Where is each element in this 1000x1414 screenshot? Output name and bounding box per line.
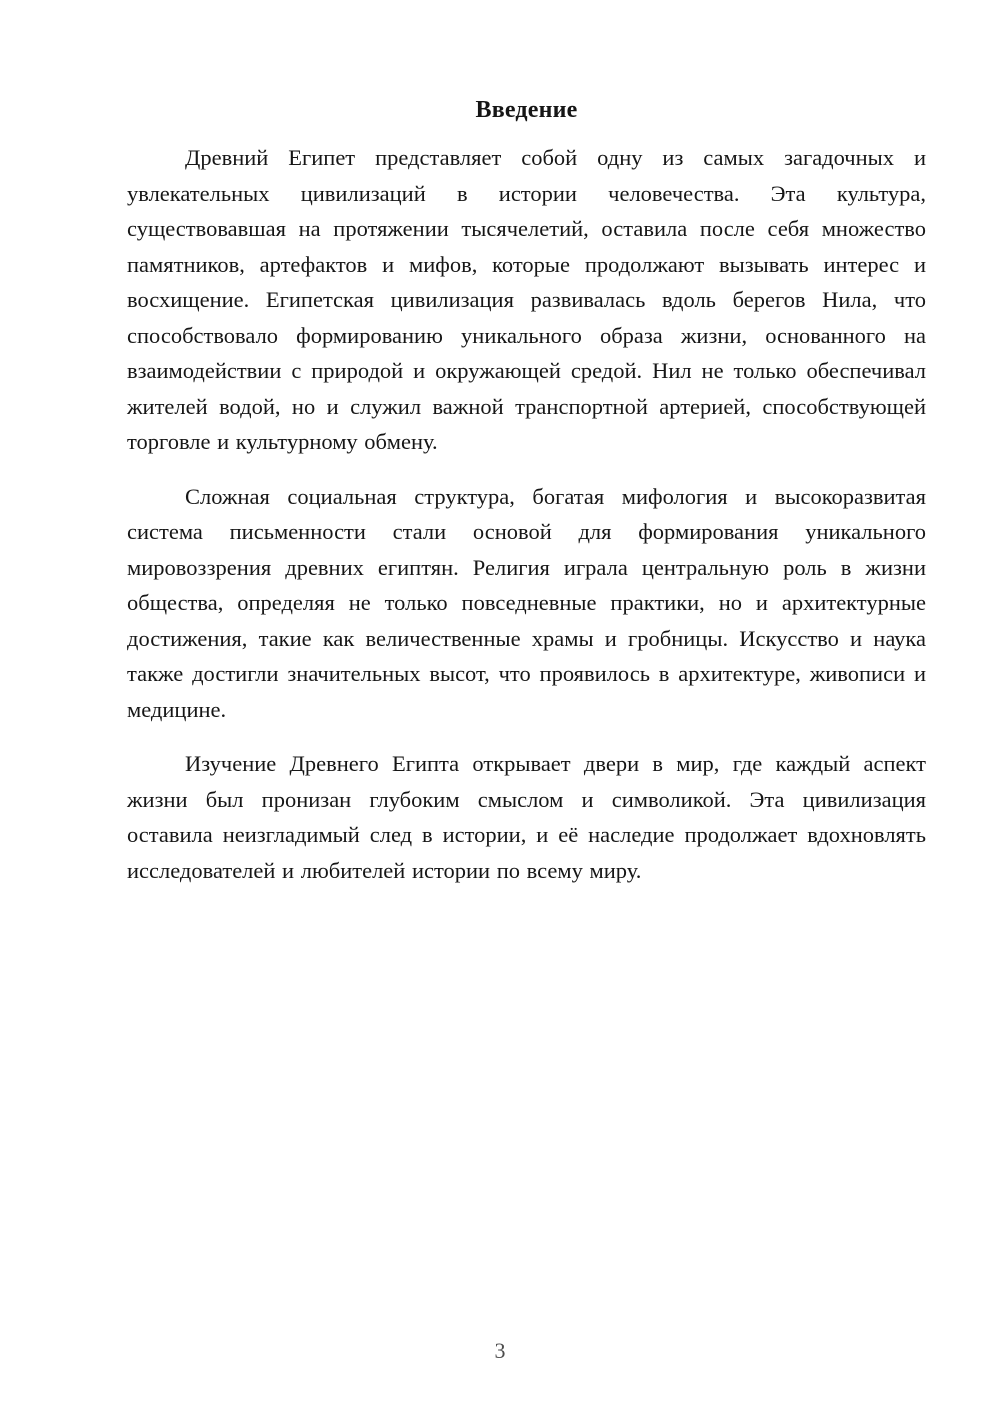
paragraph-3: Изучение Древнего Египта открывает двери в мир, где каждый аспект жизни был пронизан глубоким смыслом и символикой. Эта цивилизация оставила неизгладимый след в истории, и её наследие продолжает вдохновлять исследователей и любителей истории по всему миру.: [127, 751, 926, 883]
section-title: Введение: [475, 97, 578, 123]
paragraph-2: Сложная социальная структура, богатая мифология и высокоразвитая система письменности стали основой для формирования уникального мировоззрения древних египтян. Религия играла центральную роль в жизни общества, определяя не только повседневные практики, но и архитектурные достижения, такие как величественные храмы и гробницы. Искусство и наука также достигли значительных высот, что проявилось в архитектуре, живописи и медицине.: [127, 483, 926, 722]
paragraph-1: Древний Египет представляет собой одну из самых загадочных и увлекательных цивилизаций в истории человечества. Эта культура, существовавшая на протяжении тысячелетий, оставила после себя множество памятников, артефактов и мифов, которые продолжают вызывать интерес и восхищение. Египетская цивилизация развивалась вдоль берегов Нила, что способствовало формированию уникального образа жизни, основанного на взаимодействии с природой и окружающей средой. Нил не только обеспечивал жителей водой, но и служил важной транспортной артерией, способствующей торговле и культурному обмену.: [127, 145, 926, 454]
page-footer: [0, 1338, 1000, 1364]
page-content: [127, 0, 926, 907]
page-number: 3: [494, 1338, 506, 1363]
